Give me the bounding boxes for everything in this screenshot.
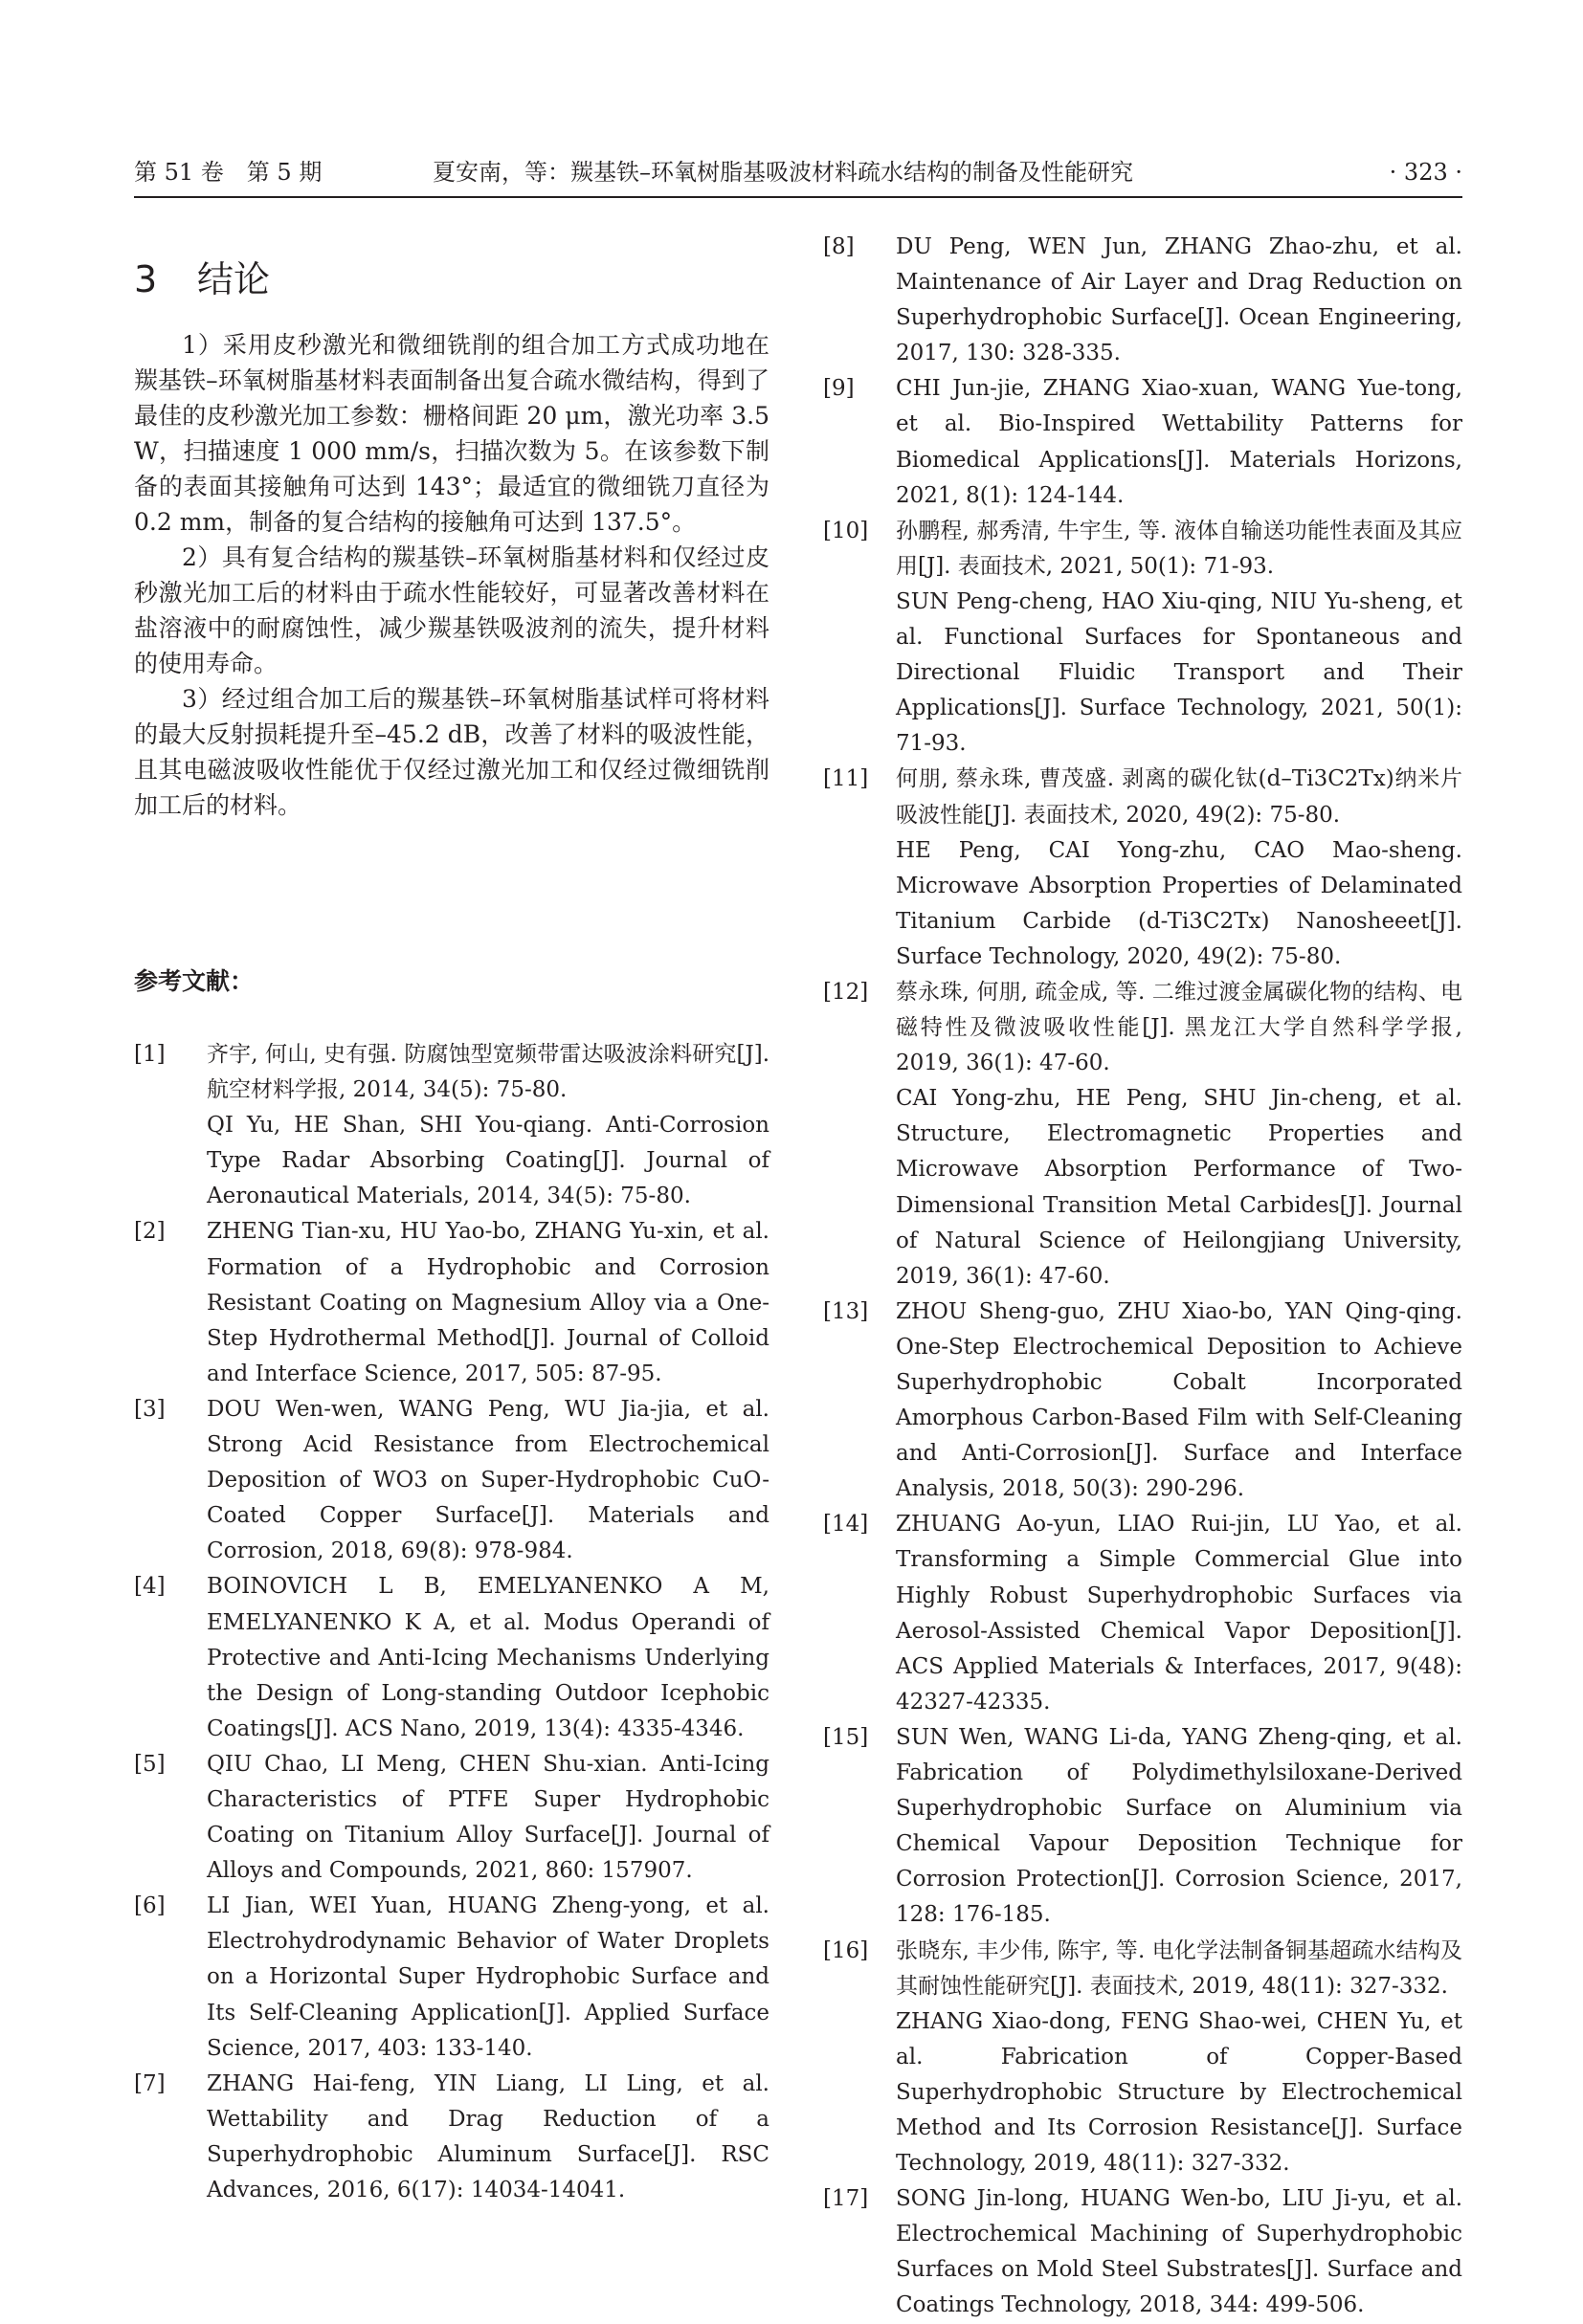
reference-zh: 孙鹏程, 郝秀清, 牛宇生, 等. 液体自输送功能性表面及其应用[J]. 表面技术, 2021, 50(1): 71-93.: [896, 518, 1462, 579]
reference-en: HE Peng, CAI Yong-zhu, CAO Mao-sheng. Microwave Absorption Properties of Delaminated Titanium Carbide (d-Ti3C2Tx) Nanosheeet[J]. Surface Technology, 2020, 49(2): 75-80.: [896, 837, 1462, 969]
reference-number: [12]: [823, 979, 869, 1005]
section-title: 结论: [197, 258, 271, 300]
reference-item: [134, 1214, 769, 1391]
reference-en: LI Jian, WEI Yuan, HUANG Zheng-yong, et al. Electrohydrodynamic Behavior of Water Droplets on a Horizontal Super Hydrophobic Surface and Its Self-Cleaning Application[J]. Applied Surface Science, 2017, 403: 133-140.: [207, 1893, 769, 2061]
reference-item: [823, 230, 1462, 371]
reference-en: ZHENG Tian-xu, HU Yao-bo, ZHANG Yu-xin, et al. Formation of a Hydrophobic and Corrosion Resistant Coating on Magnesium Alloy via a One-Step Hydrothermal Method[J]. Journal of Colloid and Interface Science, 2017, 505: 87-95.: [207, 1219, 769, 1386]
reference-en: CAI Yong-zhu, HE Peng, SHU Jin-cheng, et al. Structure, Electromagnetic Properties and Microwave Absorption Performance of Two-Dimensional Transition Metal Carbides[J]. Journal of Natural Science of Heilongjiang University, 2019, 36(1): 47-60.: [896, 1086, 1462, 1289]
reference-item: [134, 1889, 769, 2066]
reference-item: [823, 1295, 1462, 1508]
header-rule: [134, 196, 1462, 198]
reference-number: [17]: [823, 2186, 869, 2212]
running-title: 夏安南，等：羰基铁–环氧树脂基吸波材料疏水结构的制备及性能研究: [433, 159, 1133, 186]
reference-number: [14]: [823, 1512, 869, 1538]
reference-item: [134, 1037, 769, 1214]
reference-number: [11]: [823, 766, 869, 792]
reference-en: QI Yu, HE Shan, SHI You-qiang. Anti-Corrosion Type Radar Absorbing Coating[J]. Journal of Aeronautical Materials, 2014, 34(5): 75-80.: [207, 1113, 769, 1209]
conclusion-1: 1）采用皮秒激光和微细铣削的组合加工方式成功地在羰基铁–环氧树脂基材料表面制备出复合疏水微结构，得到了最佳的皮秒激光加工参数：栅格间距 20 μm，激光功率 3.5 W，扫描速度 1 000 mm/s，扫描次数为 5。在该参数下制备的表面其接触角可达到 143°；最适宜的微细铣刀直径为 0.2 mm，制备的复合结构的接触角可达到 137.5°。: [134, 331, 769, 536]
reference-number: [2]: [134, 1219, 166, 1245]
reference-en: ZHANG Hai-feng, YIN Liang, LI Ling, et al. Wettability and Drag Reduction of a Superhydrophobic Aluminum Surface[J]. RSC Advances, 2016, 6(17): 14034-14041.: [207, 2070, 769, 2202]
conclusions: [134, 327, 769, 823]
reference-en: QIU Chao, LI Meng, CHEN Shu-xian. Anti-Icing Characteristics of PTFE Super Hydrophobic Coating on Titanium Alloy Surface[J]. Journal of Alloys and Compounds, 2021, 860: 157907.: [207, 1751, 769, 1884]
reference-item: [823, 514, 1462, 763]
reference-item: [134, 1392, 769, 1569]
reference-en: SONG Jin-long, HUANG Wen-bo, LIU Ji-yu, et al. Electrochemical Machining of Superhydrophobic Surfaces on Mold Steel Substrates[J]. Surface and Coatings Technology, 2018, 344: 499-506.: [896, 2186, 1462, 2318]
reference-number: [3]: [134, 1396, 166, 1422]
reference-item: [823, 1934, 1462, 2182]
reference-item: [134, 1747, 769, 1889]
reference-item: [823, 975, 1462, 1295]
reference-number: [4]: [134, 1574, 166, 1600]
running-header: [134, 153, 1462, 191]
references-list-right: [823, 230, 1462, 2324]
reference-zh: 蔡永珠, 何朋, 疏金成, 等. 二维过渡金属碳化物的结构、电磁特性及微波吸收性能[J]. 黑龙江大学自然科学学报, 2019, 36(1): 47-60.: [896, 979, 1462, 1076]
reference-item: [823, 1507, 1462, 1720]
reference-item: [823, 2181, 1462, 2323]
reference-number: [13]: [823, 1298, 869, 1324]
reference-number: [15]: [823, 1724, 869, 1750]
reference-number: [6]: [134, 1893, 166, 1919]
reference-number: [8]: [823, 234, 855, 259]
conclusion-2: 2）具有复合结构的羰基铁–环氧树脂基材料和仅经过皮秒激光加工后的材料由于疏水性能较好，可显著改善材料在盐溶液中的耐腐蚀性，减少羰基铁吸波剂的流失，提升材料的使用寿命。: [134, 543, 769, 677]
section-heading: [134, 251, 270, 308]
reference-number: [1]: [134, 1042, 166, 1067]
reference-en: ZHOU Sheng-guo, ZHU Xiao-bo, YAN Qing-qing. One-Step Electrochemical Deposition to Achieve Superhydrophobic Cobalt Incorporated Amorphous Carbon-Based Film with Self-Cleaning and Anti-Corrosion[J]. Surface and Interface Analysis, 2018, 50(3): 290-296.: [896, 1298, 1462, 1502]
reference-number: [5]: [134, 1751, 166, 1777]
page-number: · 323 ·: [1389, 159, 1462, 186]
reference-en: ZHUANG Ao-yun, LIAO Rui-jin, LU Yao, et al. Transforming a Simple Commercial Glue into Highly Robust Superhydrophobic Surfaces via Aerosol-Assisted Chemical Vapor Deposition[J]. ACS Applied Materials & Interfaces, 2017, 9(48): 42327-42335.: [896, 1512, 1462, 1715]
reference-zh: 何朋, 蔡永珠, 曹茂盛. 剥离的碳化钛(d–Ti3C2Tx)纳米片吸波性能[J]. 表面技术, 2020, 49(2): 75-80.: [896, 766, 1462, 828]
conclusion-3: 3）经过组合加工后的羰基铁–环氧树脂基试样可将材料的最大反射损耗提升至–45.2 dB，改善了材料的吸波性能，且其电磁波吸收性能优于仅经过激光加工和仅经过微细铣削加工后的材料。: [134, 685, 769, 819]
references-list-left: [134, 1037, 769, 2208]
reference-en: SUN Wen, WANG Li-da, YANG Zheng-qing, et al. Fabrication of Polydimethylsiloxane-Derived Superhydrophobic Surface on Aluminium via Chemical Vapour Deposition Technique for Corrosion Protection[J]. Corrosion Science, 2017, 128: 176-185.: [896, 1724, 1462, 1928]
reference-zh: 张晓东, 丰少伟, 陈宇, 等. 电化学法制备铜基超疏水结构及其耐蚀性能研究[J]. 表面技术, 2019, 48(11): 327-332.: [896, 1937, 1462, 1999]
reference-item: [823, 371, 1462, 513]
reference-en: BOINOVICH L B, EMELYANENKO A M, EMELYANENKO K A, et al. Modus Operandi of Protective and Anti-Icing Mechanisms Underlying the Design of Long-standing Outdoor Icephobic Coatings[J]. ACS Nano, 2019, 13(4): 4335-4346.: [207, 1574, 769, 1741]
reference-en: DU Peng, WEN Jun, ZHANG Zhao-zhu, et al. Maintenance of Air Layer and Drag Reduction on Superhydrophobic Surface[J]. Ocean Engineering, 2017, 130: 328-335.: [896, 234, 1462, 366]
reference-en: ZHANG Xiao-dong, FENG Shao-wei, CHEN Yu, et al. Fabrication of Copper-Based Superhydrophobic Structure by Electrochemical Method and Its Corrosion Resistance[J]. Surface Technology, 2019, 48(11): 327-332.: [896, 2008, 1462, 2177]
references-heading: 参考文献：: [134, 967, 255, 995]
reference-item: [823, 1720, 1462, 1934]
reference-en: SUN Peng-cheng, HAO Xiu-qing, NIU Yu-sheng, et al. Functional Surfaces for Spontaneous and Directional Fluidic Transport and Their Applications[J]. Surface Technology, 2021, 50(1): 71-93.: [896, 588, 1462, 757]
reference-en: CHI Jun-jie, ZHANG Xiao-xuan, WANG Yue-tong, et al. Bio-Inspired Wettability Patterns for Biomedical Applications[J]. Materials Horizons, 2021, 8(1): 124-144.: [896, 376, 1462, 508]
reference-number: [7]: [134, 2070, 166, 2096]
reference-en: DOU Wen-wen, WANG Peng, WU Jia-jia, et al. Strong Acid Resistance from Electrochemical Deposition of WO3 on Super-Hydrophobic CuO-Coated Copper Surface[J]. Materials and Corrosion, 2018, 69(8): 978-984.: [207, 1396, 769, 1564]
reference-item: [823, 762, 1462, 975]
reference-item: [134, 2067, 769, 2208]
reference-item: [134, 1569, 769, 1746]
reference-number: [9]: [823, 376, 855, 402]
section-number: 3: [134, 258, 158, 300]
reference-zh: 齐宇, 何山, 史有强. 防腐蚀型宽频带雷达吸波涂料研究[J]. 航空材料学报, 2014, 34(5): 75-80.: [207, 1042, 769, 1103]
reference-number: [16]: [823, 1937, 869, 1963]
reference-number: [10]: [823, 518, 869, 543]
volume-issue: 第 51 卷 第 5 期: [134, 159, 323, 186]
